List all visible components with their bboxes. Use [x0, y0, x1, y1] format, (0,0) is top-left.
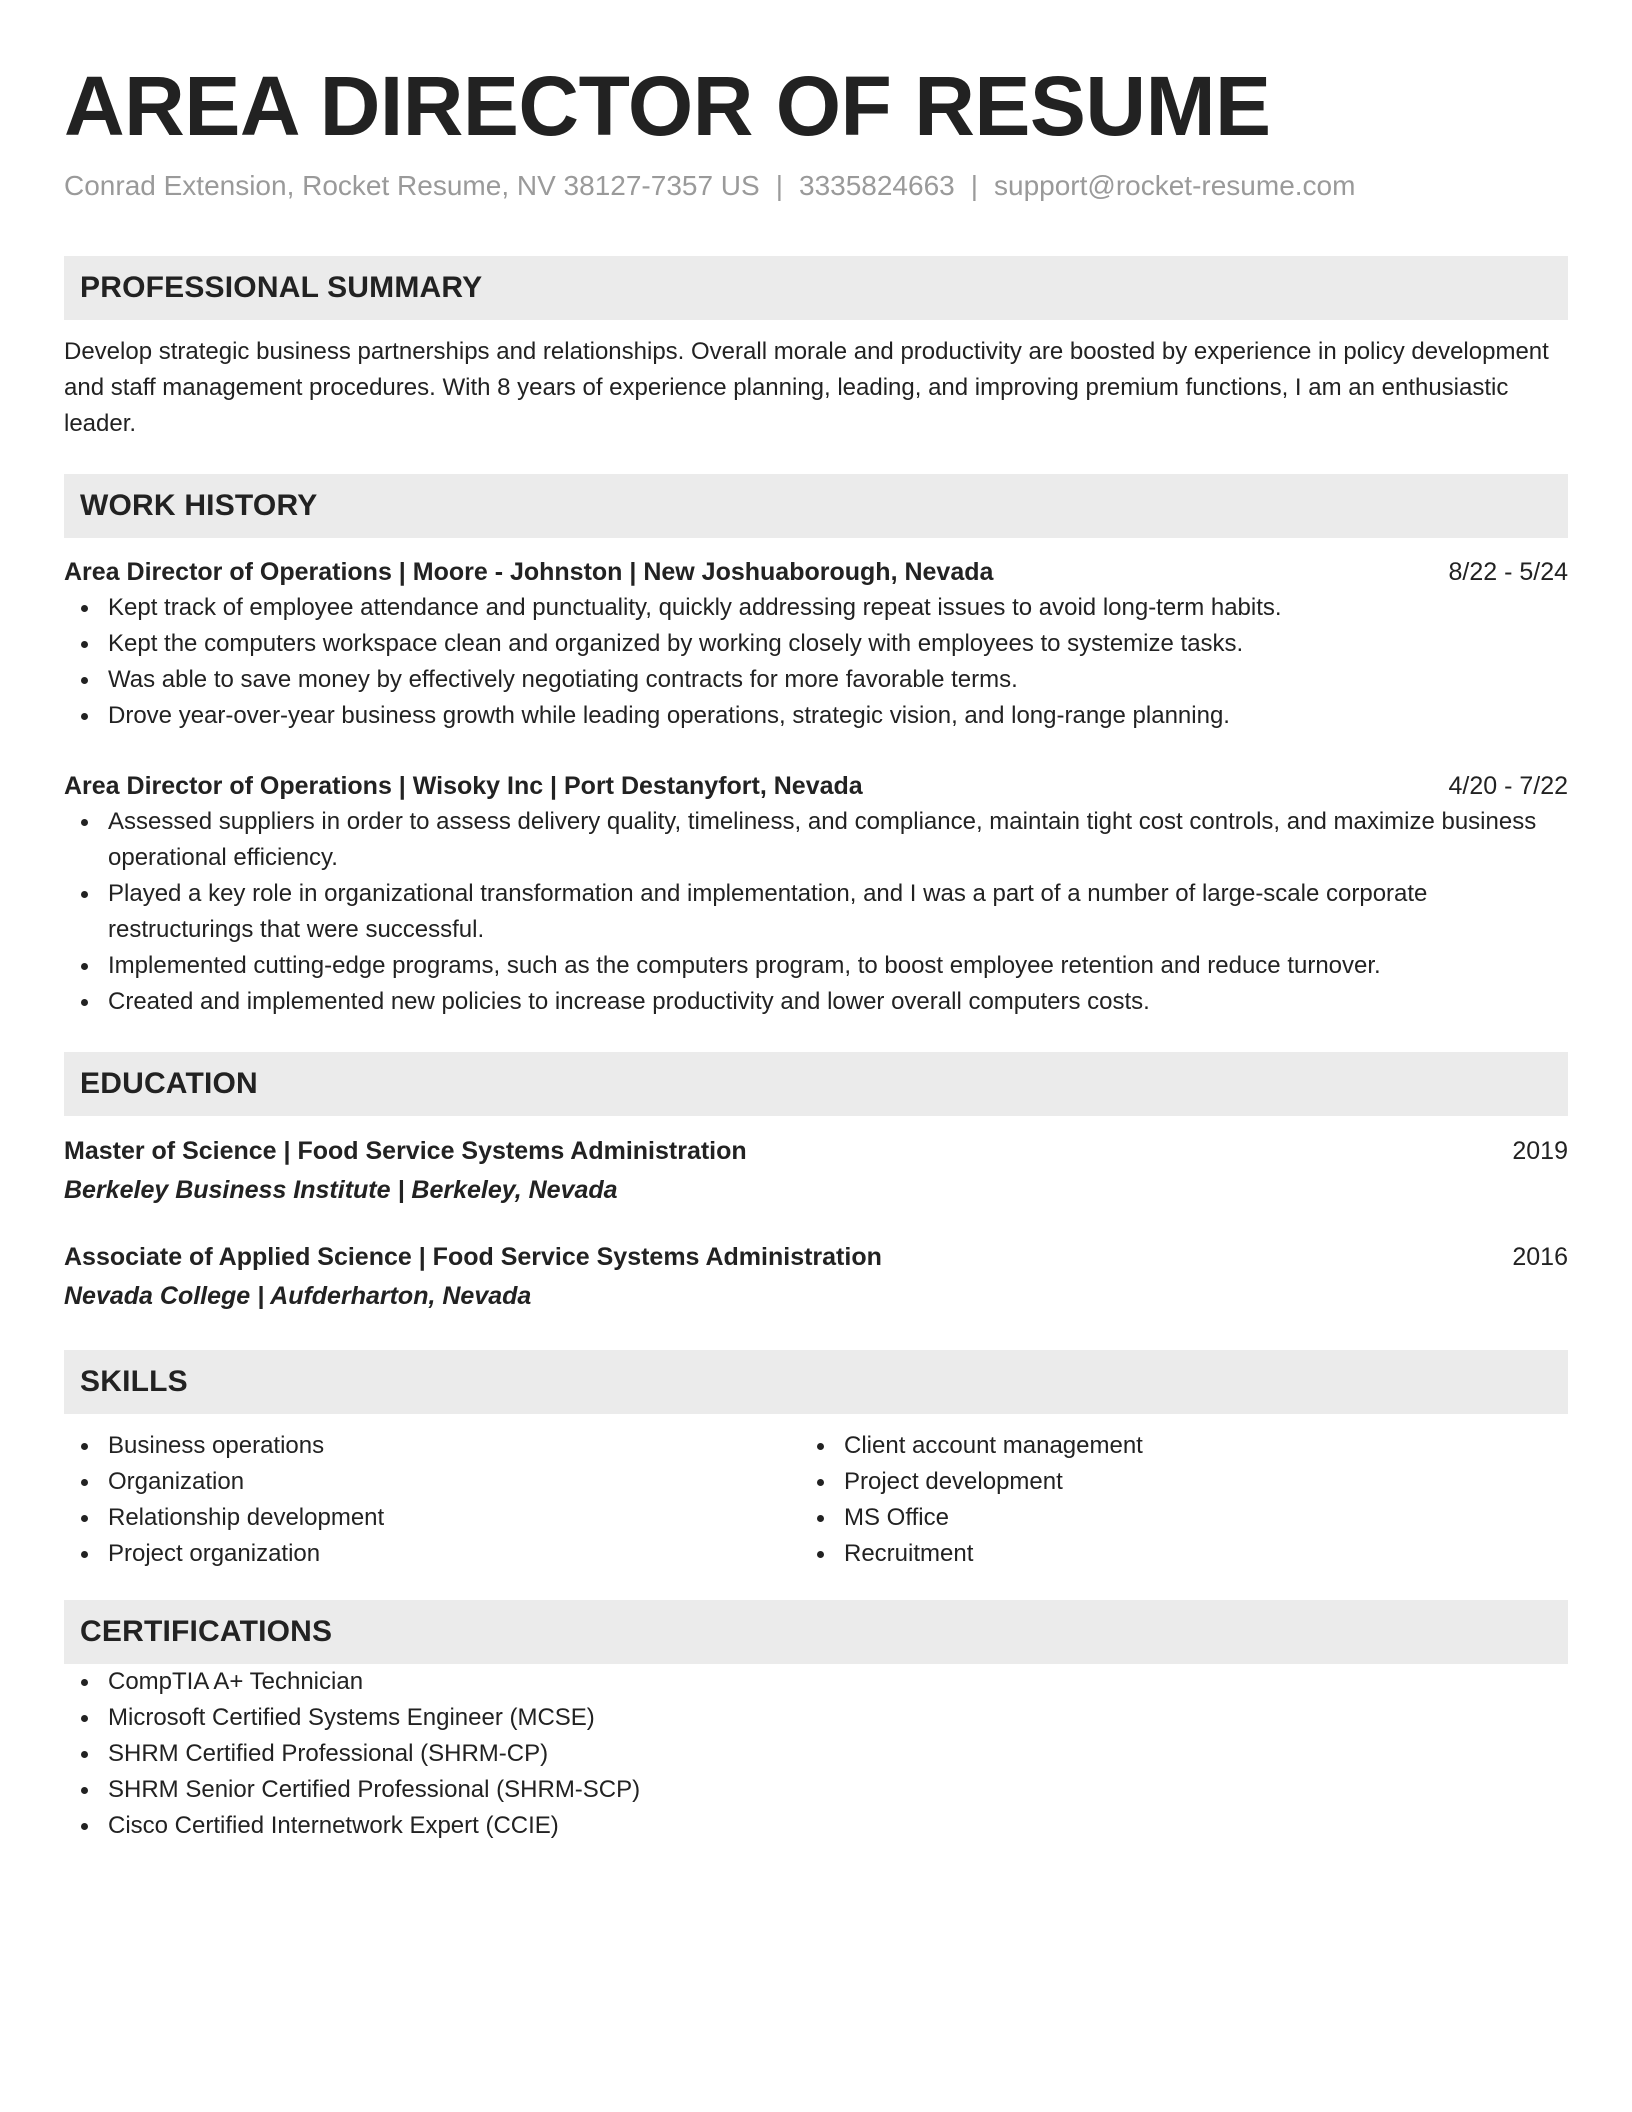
education-school: Nevada College | Aufderharton, Nevada — [64, 1282, 532, 1310]
certification-list — [64, 1664, 1568, 1844]
education-header — [64, 1238, 1568, 1276]
job-bullet-list — [64, 804, 1568, 1020]
education-entry — [64, 1238, 1568, 1316]
job-bullet: Implemented cutting-edge programs, such as the computers program, to boost employee retention and reduce turnover. — [64, 948, 1568, 984]
job-bullet: Kept the computers workspace clean and organized by working closely with employees to systemize tasks. — [64, 626, 1568, 662]
summary-text: Develop strategic business partnerships and relationships. Overall morale and productivity are boosted by experience in policy development and staff management procedures. With 8 years of experience planning, leading, and improving premium functions, I am an enthusiastic leader. — [64, 338, 1549, 437]
skill-item: Relationship development — [64, 1500, 800, 1536]
job-bullet: Was able to save money by effectively negotiating contracts for more favorable terms. — [64, 662, 1568, 698]
certification-item: SHRM Senior Certified Professional (SHRM-SCP) — [64, 1772, 1568, 1808]
job-dates: 8/22 - 5/24 — [1448, 558, 1568, 586]
skill-item: Recruitment — [800, 1536, 1536, 1572]
skills-grid — [64, 1428, 1568, 1572]
contact-phone: 3335824663 — [799, 170, 955, 201]
job-bullet: Drove year-over-year business growth while leading operations, strategic vision, and long-range planning. — [64, 698, 1568, 734]
certification-item: CompTIA A+ Technician — [64, 1664, 1568, 1700]
section-heading-education: EDUCATION — [64, 1052, 1568, 1116]
section-heading-work-history: WORK HISTORY — [64, 474, 1568, 538]
job-bullet: Kept track of employee attendance and punctuality, quickly addressing repeat issues to avoid long-term habits. — [64, 590, 1568, 626]
education-header — [64, 1132, 1568, 1170]
job-bullet: Created and implemented new policies to increase productivity and lower overall computers costs. — [64, 984, 1568, 1020]
job-title: Area Director of Operations | Moore - Johnston | New Joshuaborough, Nevada — [64, 558, 994, 586]
certification-item: Microsoft Certified Systems Engineer (MCSE) — [64, 1700, 1568, 1736]
resume-name: AREA DIRECTOR OF RESUME — [64, 59, 1271, 153]
education-entry — [64, 1132, 1568, 1210]
education-degree: Master of Science | Food Service Systems Administration — [64, 1137, 747, 1165]
education-year: 2019 — [1512, 1137, 1568, 1165]
job-dates: 4/20 - 7/22 — [1448, 772, 1568, 800]
certification-item: SHRM Certified Professional (SHRM-CP) — [64, 1736, 1568, 1772]
section-heading-certifications: CERTIFICATIONS — [64, 1600, 1568, 1664]
skills-column-left — [64, 1428, 800, 1572]
job-title: Area Director of Operations | Wisoky Inc | Port Destanyfort, Nevada — [64, 772, 863, 800]
education-school: Berkeley Business Institute | Berkeley, Nevada — [64, 1176, 618, 1204]
section-heading-summary: PROFESSIONAL SUMMARY — [64, 256, 1568, 320]
contact-address: Conrad Extension, Rocket Resume, NV 38127-7357 US — [64, 170, 760, 201]
skill-item: Business operations — [64, 1428, 800, 1464]
education-degree: Associate of Applied Science | Food Service Systems Administration — [64, 1243, 882, 1271]
contact-line — [64, 166, 1568, 206]
skill-item: Client account management — [800, 1428, 1536, 1464]
job-header — [64, 554, 1568, 590]
job-header — [64, 768, 1568, 804]
certification-item: Cisco Certified Internetwork Expert (CCIE) — [64, 1808, 1568, 1844]
education-year: 2016 — [1512, 1243, 1568, 1271]
job-bullet: Played a key role in organizational transformation and implementation, and I was a part of a number of large-scale corporate restructurings that were successful. — [64, 876, 1568, 948]
job-bullet: Assessed suppliers in order to assess delivery quality, timeliness, and compliance, maintain tight cost controls, and maximize business operational efficiency. — [64, 804, 1568, 876]
job-bullet-list — [64, 590, 1568, 734]
skill-item: Project development — [800, 1464, 1536, 1500]
skill-item: Organization — [64, 1464, 800, 1500]
contact-email: support@rocket-resume.com — [994, 170, 1356, 201]
skill-item: Project organization — [64, 1536, 800, 1572]
skill-item: MS Office — [800, 1500, 1536, 1536]
skills-column-right — [800, 1428, 1536, 1572]
section-heading-skills: SKILLS — [64, 1350, 1568, 1414]
contact-separator: | — [970, 170, 979, 201]
contact-separator: | — [775, 170, 783, 201]
